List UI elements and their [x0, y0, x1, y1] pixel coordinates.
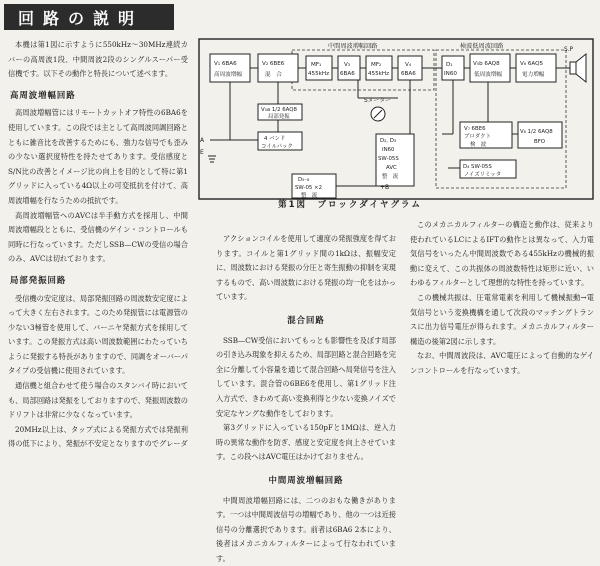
svg-text:整 流: 整 流: [301, 191, 318, 199]
mixer-heading: 混合回路: [216, 313, 396, 328]
section-title: [4, 4, 174, 30]
svg-text:ノイズリミッタ: ノイズリミッタ: [464, 170, 501, 178]
if-amp-paragraph: なお、中間周波段は、AVC電圧によって自動的なゲインコントロールを行なっています。: [410, 349, 594, 378]
block-v4: V₄: [405, 62, 412, 68]
block-power-amp: V₆ 6AQ5: [520, 61, 544, 67]
block-af-amp: V₅b 6AQ8: [473, 61, 500, 67]
ground-icon: [208, 156, 216, 162]
block-mixer: V₂ 6BE6: [262, 61, 285, 67]
svg-text:IN60: IN60: [444, 71, 457, 77]
svg-text:6BA6: 6BA6: [401, 71, 416, 77]
block-coil-pack: 4 バンド: [264, 135, 285, 142]
block-noise-limiter: D₄ SW-05S: [463, 164, 492, 170]
local-osc-heading: 局部発振回路: [10, 273, 188, 288]
figure-caption: 第1図 ブロックダイヤグラム: [220, 198, 480, 210]
column-2: [216, 232, 396, 566]
speaker-icon: [570, 54, 586, 82]
svg-text:6BA6: 6BA6: [340, 71, 355, 77]
block-avc: D₂, D₃: [380, 138, 396, 144]
local-osc-paragraph: 通信機と組合わせて使う場合のスタンバイ時においても、局部回路は発振をしておりますので、発振周波数のドリフトは非常に少なくなっています。: [8, 379, 188, 423]
mixer-paragraph: SSB—CW受信においてもっとも影響性を及ぼす局部の引き込み現象を抑えるため、局部回路と混合回路を完全に分離して小容量を通じて混合回路へ局発信号を注入しています。混合管の6BE6を使用し、第1グリッド注入方式で、きわめて高い変換利得と少ない変換ノイズで安定なヤングな動作をしております。: [216, 334, 396, 422]
local-osc-paragraph: 20MHz以上は、タップ式による発振方式では発振利得の低下により、発振が不安定となりますのでグレーダ: [8, 423, 188, 452]
block-mf2: MF₂: [371, 62, 381, 68]
svg-text:電力増幅: 電力増幅: [522, 70, 545, 78]
svg-text:局部発振: 局部発振: [268, 112, 290, 120]
group-det-label: 検波低周波回路: [460, 42, 504, 50]
svg-text:IN60: IN60: [382, 147, 395, 153]
svg-text:混 合: 混 合: [265, 70, 282, 78]
if-amp-paragraph: 中間周波増幅回路には、二つのおもな働きがあります。一つは中間周波信号の増幅であり、他の一つは近接信号の分離選択であります。前者は6BA6 2本により、後者はメカニカルフィルターによって行なわれています。: [216, 494, 396, 566]
rf-amp-paragraph: 高周波増幅管へのAVCは半手動方式を採用し、中間周波増幅段とともに、受信機のゲイン・コントロールも同時に行なっています。ただしSSB—CWの受信の場合のみ、AVCは切れております。: [8, 209, 188, 267]
svg-text:SW-05S: SW-05S: [378, 156, 399, 162]
column-3: [410, 218, 594, 379]
osc-continued-paragraph: アクションコイルを使用して適度の発振強度を得ております。コイルと第1グリッド間の1kΩは、振幅安定に、周波数における発振の分圧と寄生振動の抑制を実現するもので、高い周波数における発振の均一化をはかっています。: [216, 232, 396, 305]
block-v3: V₃: [344, 62, 350, 68]
svg-text:高周波増幅: 高周波増幅: [214, 70, 242, 78]
b-plus-label: +B: [380, 184, 389, 191]
rf-amp-paragraph: 高周波増幅管にはリモートカットオフ特性の6BA6を使用しています。この段では主として高周波同調回路とともに雑音比を改善するためにも、強力な信号でも歪みの少ない選択度特性を持たせてあります。受信感度とS/N比の改善とイメージ比の向上を目的として特に第1グリッドに入っている4Ω以上の可変抵抗を付けて、高周波増幅を行なうための抵抗です。: [8, 106, 188, 208]
block-detector: D₁: [446, 62, 453, 68]
block-rf-amp: V₁ 6BA6: [214, 61, 237, 67]
block-diagram: [198, 38, 594, 208]
rf-amp-heading: 高周波増幅回路: [10, 88, 188, 103]
speaker-label: S.P: [564, 47, 574, 53]
block-product-det: V₇ 6BE6: [464, 126, 486, 132]
antenna-label: A: [200, 137, 205, 144]
svg-text:低周波増幅: 低周波増幅: [474, 70, 502, 78]
block-local-osc: V₅a 1/2 6AQ8: [261, 107, 298, 113]
column-1: [8, 38, 188, 452]
svg-text:455kHz: 455kHz: [308, 71, 329, 77]
block-power-rect: D₅₋₈: [298, 177, 309, 183]
svg-text:BFO: BFO: [534, 139, 545, 145]
s-meter-label: Sメーター: [364, 96, 391, 104]
intro-paragraph: 本機は第1図に示すように550kHz〜30MHz連続カバーの高周波1段、中間周波2段のシングルスーパー受信機です。以下その動作と特長について述べます。: [8, 38, 188, 82]
svg-text:SW-05 ×2: SW-05 ×2: [295, 185, 322, 191]
s-meter-icon: [371, 107, 385, 121]
svg-text:整 流: 整 流: [382, 172, 399, 180]
local-osc-paragraph: 受信機の安定度は、局部発振回路の周波数安定度によって大きく左右されます。このため発振管には電源管の少ない3極管を使用して、バーニヤ発振方式を採用しています。この発振方式は高い周波数範囲にわたっていちように発振する特長がありますので、同調をオーバーパタイプの受信機に使用されています。: [8, 292, 188, 380]
if-amp-heading: 中間周波増幅回路: [216, 473, 396, 488]
svg-text:検 波: 検 波: [470, 140, 487, 148]
block-diagram-svg: [198, 38, 594, 208]
ground-label: E: [200, 149, 204, 156]
if-amp-paragraph: このメカニカルフィルターの構造と動作は、従来より使われているLCによるIFTの動作とは異なって、入力電気信号をいったん中間周波数である455kHzの機械的振動に変えて、この共振体の周波数特性は矩形に近い、いわゆるフィルターとして理想的な特性を持っています。: [410, 218, 594, 291]
svg-text:プロダクト: プロダクト: [464, 132, 491, 140]
section-title-text: 回路の説明: [18, 6, 143, 29]
block-bfo: V₈ 1/2 6AQ8: [520, 129, 553, 135]
svg-text:コイルパック: コイルパック: [261, 143, 293, 150]
block-mf1: MF₁: [311, 62, 321, 68]
if-amp-paragraph: この機械共振は、圧電常電素を利用して機械振動→電気信号という変換機構を通して次段のマッチングトランスに出力信号電圧が得られます。メカニカルフィルター構造の後第2図に示します。: [410, 291, 594, 349]
mixer-paragraph: 第3グリッドに入っている150pFと1MΩは、逆入力時の異常な動作を防ぎ、感度と安定度を向上させています。この段へはAVC電圧はかけておりません。: [216, 421, 396, 465]
group-if-label: 中間周波増幅回路: [328, 42, 378, 50]
svg-text:455kHz: 455kHz: [368, 71, 389, 77]
svg-text:AVC: AVC: [386, 165, 397, 171]
